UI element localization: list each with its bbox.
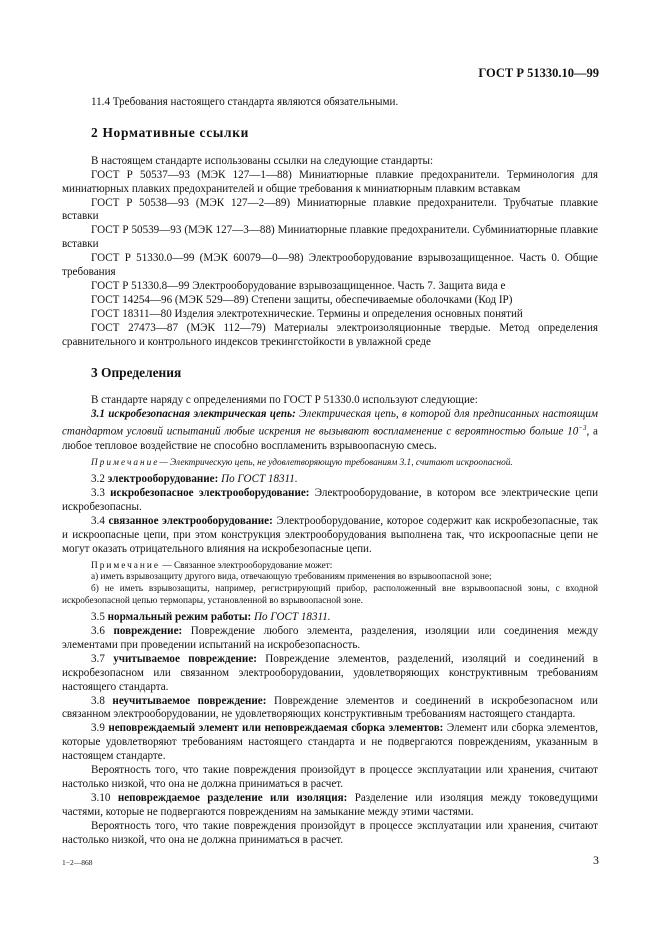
note-item: а) иметь взрывозащиту другого вида, отвечающую требованиям применения во взрывоопасной зоне; bbox=[91, 572, 492, 583]
definition-3-9: 3.9 неповреждаемый элемент или неповреждаемая сборка элементов: Элемент или сборка элементов, которые удовлетворяют требованиям настоящего стандарта и не подвергаются повреждениям, указанным в настоящем стандарте. bbox=[62, 722, 599, 763]
reference-item: ГОСТ Р 51330.8—99 Электрооборудование взрывозащищенное. Часть 7. Защита вида е bbox=[91, 279, 506, 292]
document-code: ГОСТ Р 51330.10—99 bbox=[478, 66, 599, 80]
definition-text: Электрическая цепь, в которой для предписанных настоящим стандартом условий испытаний любые искрения не вызывают воспламенение с вероятностью больше 10 bbox=[62, 408, 599, 438]
reference-item: ГОСТ Р 50539—93 (МЭК 127—3—88) Миниатюрные плавкие предохранители. Субминиатюрные плавкие вставки bbox=[62, 224, 598, 251]
definition-term: 3.1 искробезопасная электрическая цепь: bbox=[91, 408, 296, 421]
definition-3-4: 3.4 связанное электрооборудование: Электрооборудование, которое содержит как искробезопасные, так и искроопасные цепи, при этом конструкция электрооборудования выполнена так, что искроопасные цепи не могут оказать отрицательного влияния на искробезопасные цепи. bbox=[62, 515, 599, 555]
section-3-title: 3 Определения bbox=[91, 364, 182, 380]
definition-term: искробезопасное электрооборудование: bbox=[110, 487, 310, 500]
definition-3-2: 3.2 электрооборудование: По ГОСТ 18311. bbox=[91, 473, 298, 486]
reference-item: ГОСТ 27473—87 (МЭК 112—79) Материалы электроизоляционные твердые. Метод определения сравнительного и контрольного индексов трекингстойкости в увлажной среде bbox=[62, 321, 598, 348]
paragraph-3-9-probability: Вероятность того, что такие повреждения произойдут в процессе эксплуатации или хранения, считают настолько низкой, что она не должна приниматься в расчет. bbox=[62, 764, 598, 790]
clause-11-4: 11.4 Требования настоящего стандарта являются обязательными. bbox=[91, 96, 399, 108]
note-item: б) не иметь взрывозащиты, например, регистрирующий прибор, расположенный вне взрывоопасной зоны, с входной искробезопасной цепью термопары, установленной во взрывоопасной зоне. bbox=[62, 583, 598, 606]
definition-3-10: 3.10 неповреждаемое разделение или изоляция: Разделение или изоляция между токоведущими частями, которые не подвергаются повреждениям на замыкание между этими частями. bbox=[62, 791, 598, 818]
paragraph-3-10-probability: Вероятность того, что такие повреждения произойдут в процессе эксплуатации или хранения, считают настолько низкой, что она не должна приниматься в расчет. bbox=[62, 819, 598, 846]
exponent: −3 bbox=[578, 424, 587, 433]
definition-3-8: 3.8 неучитываемое повреждение: Повреждение элементов и соединений в искробезопасном или связанном электрооборудовании, не удовлетворяющих конструктивным требованиям настоящего стандарта. bbox=[62, 694, 598, 721]
definition-3-3: 3.3 искробезопасное электрооборудование: Электрооборудование, в котором все электрические цепи искробезопасны. bbox=[62, 487, 599, 514]
note-label: Примечание bbox=[91, 457, 160, 468]
reference-item: ГОСТ 14254—96 (МЭК 529—89) Степени защиты, обеспечиваемые оболочками (Код IP) bbox=[91, 293, 513, 306]
note-3-1: Примечание— Электрическую цепь, не удовлетворяющую требованиям 3.1, считают искроопасной. bbox=[91, 457, 513, 468]
definition-term: повреждение: bbox=[113, 625, 183, 638]
section-3-intro: В стандарте наряду с определениями по ГОСТ Р 51330.0 используют следующие: bbox=[91, 394, 478, 407]
definition-term: связанное электрооборудование: bbox=[108, 515, 273, 528]
section-2-intro: В настоящем стандарте использованы ссылки на следующие стандарты: bbox=[91, 154, 434, 167]
definition-3-5: 3.5 нормальный режим работы: По ГОСТ 18311. bbox=[91, 611, 331, 624]
reference-item: ГОСТ Р 50537—93 (МЭК 127—1—88) Миниатюрные плавкие предохранители. Терминология для миниатюрных плавких предохранителей и общие требования к миниатюрным плавким вставкам bbox=[62, 168, 598, 195]
reference-item: ГОСТ Р 51330.0—99 (МЭК 60079—0—98) Электрооборудование взрывозащищенное. Часть 0. Общие требования bbox=[62, 252, 598, 279]
definition-term: неповреждаемое разделение или изоляция: bbox=[117, 791, 348, 804]
note-label: Примечание bbox=[91, 560, 160, 571]
section-2-title: 2 Нормативные ссылки bbox=[91, 124, 250, 140]
page-number: 3 bbox=[593, 853, 599, 867]
definition-3-7: 3.7 учитываемое повреждение: Повреждение элементов, разделений, изоляций и соединений в искробезопасном или связанном электрооборудовании, удовлетворяющих конструктивным требованиям настоящего стандарта. bbox=[62, 652, 598, 693]
reference-item: ГОСТ 18311—80 Изделия электротехнические. Термины и определения основных понятий bbox=[91, 307, 523, 320]
definition-term: неповреждаемый элемент или неповреждаемая сборка элементов: bbox=[108, 722, 444, 735]
definition-term: нормальный режим работы: bbox=[107, 611, 252, 624]
definition-term: учитываемое повреждение: bbox=[113, 652, 257, 665]
note-3-4: Примечание — Связанное электрооборудование может: bbox=[91, 560, 333, 571]
definition-term: неучитываемое повреждение: bbox=[112, 694, 267, 707]
page-content bbox=[62, 96, 598, 848]
definition-text-rest: , а любое тепловое воздействие не способно воспламенить взрывоопасную смесь. bbox=[62, 425, 598, 452]
print-code: 1−2—868 bbox=[62, 858, 93, 867]
definition-3-1 bbox=[62, 408, 598, 453]
definition-3-6: 3.6 повреждение: Повреждение любого элемента, разделения, изоляции или соединения между элементами при проведении испытаний на искробезопасность. bbox=[62, 625, 598, 651]
reference-item: ГОСТ Р 50538—93 (МЭК 127—2—89) Миниатюрные плавкие предохранители. Трубчатые плавкие вставки bbox=[62, 196, 598, 223]
definition-term: электрооборудование: bbox=[107, 473, 219, 486]
